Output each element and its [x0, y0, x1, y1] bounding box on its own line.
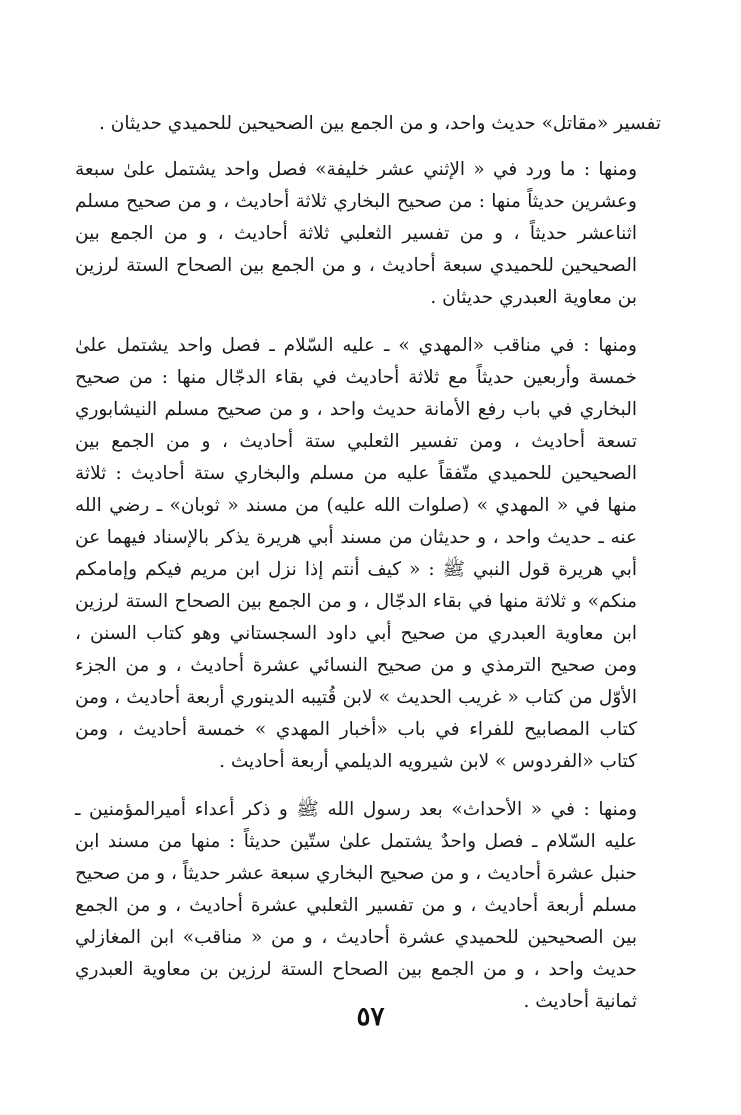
paragraph-3 [75, 330, 661, 778]
paragraph-2-text: ومنها : ما ورد في « الإثني عشر خليفة» فصل واحد يشتمل علىٰ سبعة وعشرين حديثاً منها : من صحيح البخاري ثلاثة أحاديث ، و من صحيح مسلم اثناعشر حديثاً ، و من تفسير الثعلبي ثلاثة أحاديث ، و من الجمع بين الصحيحين للحميدي سبعة أحاديث ، و من الجمع بين الصحاح الستة لرزين بن معاوية العبدري حديثان . [75, 159, 637, 308]
page-number: ٥٧ [356, 1002, 385, 1032]
paragraph-2 [75, 154, 661, 314]
paragraph-1: تفسير «مقاتل» حديث واحد، و من الجمع بين الصحيحين للحميدي حديثان . [99, 113, 661, 134]
paragraph-3-text: ومنها : في مناقب «المهدي » ـ عليه السّلام ـ فصل واحد يشتمل علىٰ خمسة وأربعين حديثاً مع ثلاثة أحاديث في بقاء الدجّال منها : من صحيح البخاري في باب رفع الأمانة حديث واحد ، و من صحيح مسلم النيشابوري تسعة أحاديث ، ومن تفسير الثعلبي ستة أحاديث ، و من الجمع بين الصحيحين للحميدي متّفقاً عليه من مسلم والبخاري ستة أحاديث : ثلاثة منها في « المهدي » (صلوات الله عليه) من مسند « ثوبان» ـ رضي الله عنه ـ حديث واحد ، و حديثان من مسند أبي هريرة يذكر بالإسناد فيهما عن أبي هريرة قول النبي ﷺ : « كيف أنتم إذا نزل ابن مريم فيكم وإمامكم منكم» و ثلاثة منها في بقاء الدجّال ، و من الجمع بين الصحاح الستة لرزين ابن معاوية العبدري من صحيح أبي داود السجستاني وهو كتاب السنن ، ومن صحيح الترمذي و من صحيح النسائي عشرة أحاديث ، و من الجزء الأوّل من كتاب « غريب الحديث » لابن قُتيبه الدينوري أربعة أحاديث ، ومن كتاب المصابيح للفراء في باب «أخبار المهدي » خمسة أحاديث ، ومن كتاب «الفردوس » لابن شيرويه الديلمي أربعة أحاديث . [75, 335, 637, 772]
paragraph-4-text: ومنها : في « الأحداث» بعد رسول الله ﷺ و ذكر أعداء أميرالمؤمنين ـ عليه السّلام ـ فصل واحدٌ يشتمل علىٰ ستّين حديثاً : منها من مسند ابن حنبل عشرة أحاديث ، و من صحيح البخاري سبعة عشر حديثاً ، و من صحيح مسلم أربعة أحاديث ، و من تفسير الثعلبي عشرة أحاديث ، و من الجمع بين الصحيحين للحميدي عشرة أحاديث ، و من « مناقب» ابن المغازلي حديث واحد ، و من الجمع بين الصحاح الستة لرزين بن معاوية العبدري ثمانية أحاديث . [75, 799, 637, 1012]
paragraph-4 [75, 794, 661, 1018]
